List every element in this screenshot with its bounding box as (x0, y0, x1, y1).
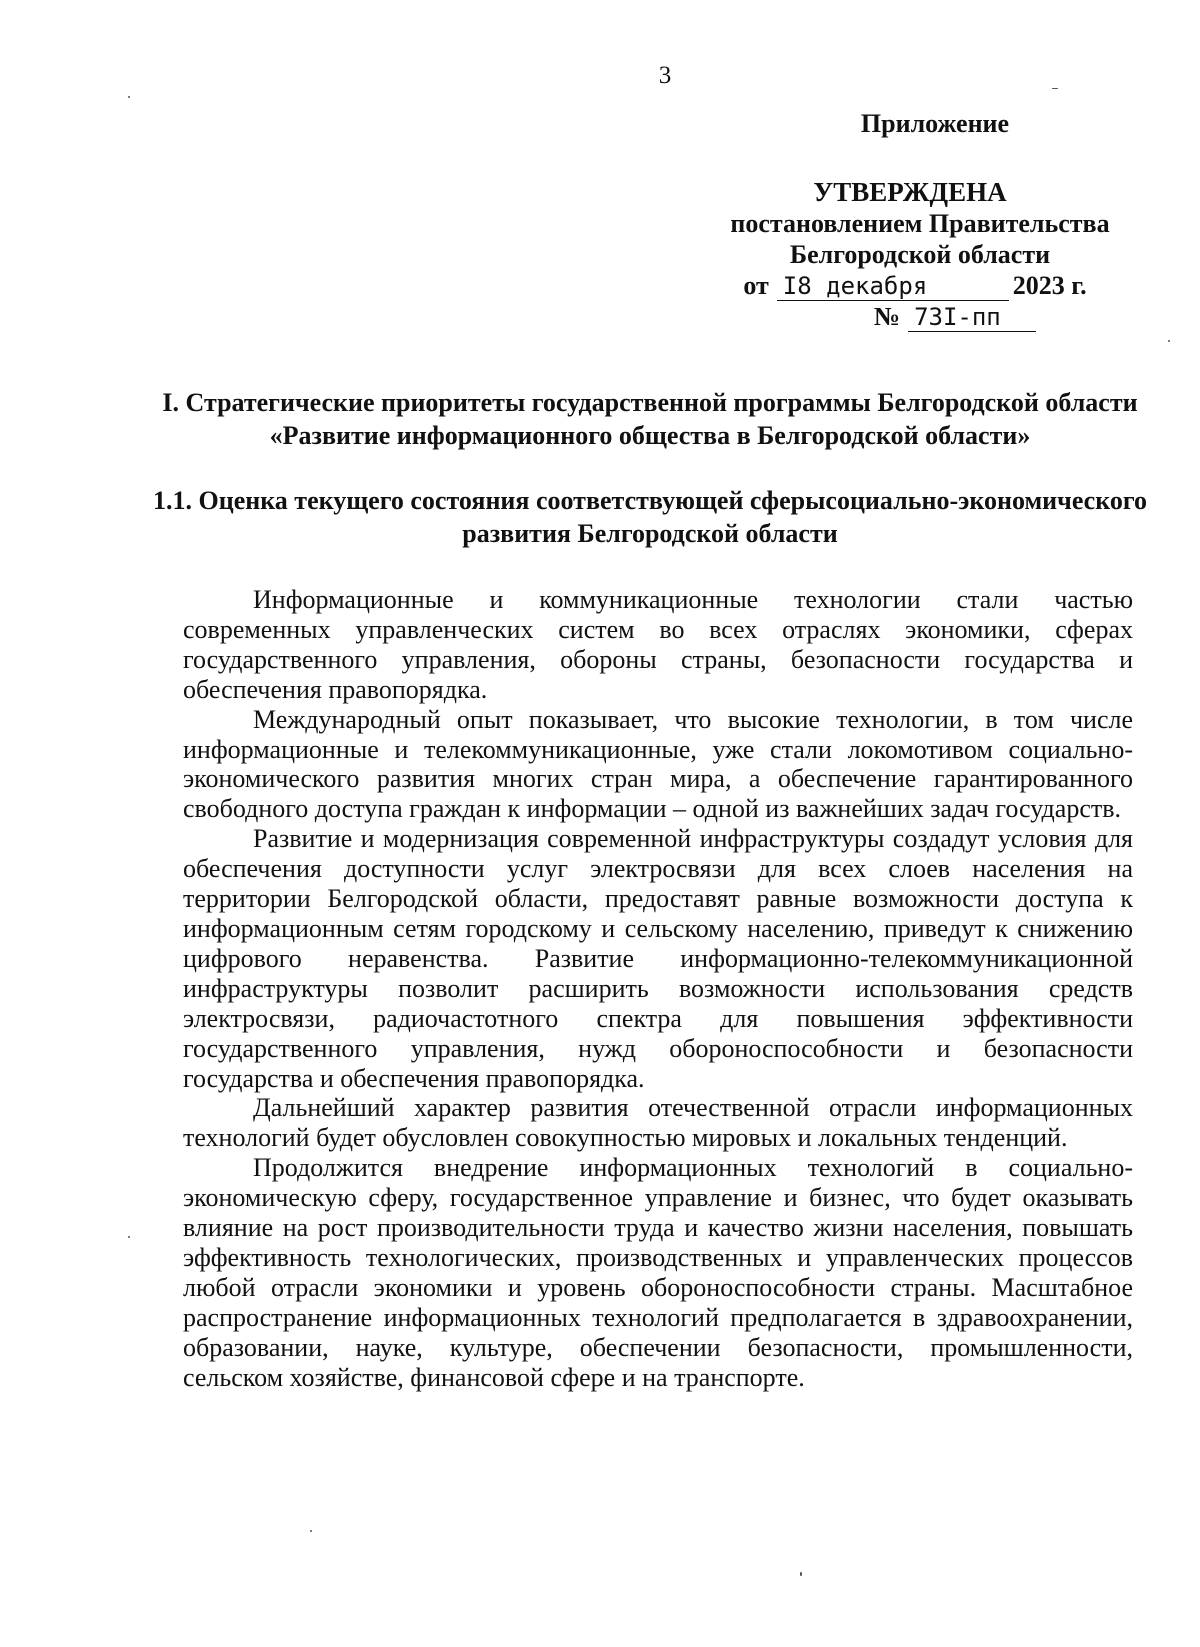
approval-date-line (680, 270, 1150, 301)
date-field: I8 декабря (777, 274, 1009, 301)
scan-speck (1168, 340, 1170, 342)
paragraph: Развитие и модернизация современной инфраструктуры создадут условия для обеспечения доступности услуг электросвязи для всех слоев населения на территории Белгородской области, предоставят равные возможности доступа к информационным сетям городскому и сельскому населению, приведут к снижению цифрового неравенства. Развитие информационно-телекоммуникационной инфраструктуры позволит расширить возможности использования средств электросвязи, радиочастотного спектра для повышения эффективности государственного управления, нужд обороноспособности и безопасности государства и обеспечения правопорядка. (183, 824, 1133, 1093)
scan-speck (310, 1530, 312, 1532)
approved-by-line: постановлением Правительства (730, 209, 1110, 238)
date-prefix: от (743, 271, 769, 300)
approval-number-line (760, 301, 1150, 332)
paragraph: Дальнейший характер развития отечественной отрасли информационных технологий будет обусловлен совокупностью мировых и локальных тенденций. (183, 1093, 1133, 1153)
date-year: 2023 г. (1012, 271, 1087, 300)
body-text (183, 585, 1133, 1392)
appendix-label: Приложение (860, 109, 1010, 138)
scan-speck (128, 96, 130, 98)
paragraph: Информационные и коммуникационные технологии стали частью современных управленческих систем во всех отраслях экономики, сферах государственного управления, обороны страны, безопасности государства и обеспечения правопорядка. (183, 585, 1133, 704)
subsection-title: 1.1. Оценка текущего состояния соответствующей сферысоциально-экономического развития Белгородской области (152, 486, 1148, 548)
scan-speck (800, 1572, 802, 1576)
approved-by-region: Белгородской области (789, 240, 1051, 269)
section-title: I. Стратегические приоритеты государственной программы Белгородской области «Развитие информационного общества в Белгородской области» (162, 388, 1138, 450)
scan-speck (128, 1236, 130, 1238)
approval-stamp-block (690, 108, 1150, 332)
approved-label: УТВЕРЖДЕНА (813, 177, 1007, 207)
page-number: 3 (658, 62, 672, 89)
paragraph: Международный опыт показывает, что высокие технологии, в том числе информационные и телекоммуникационные, уже стали локомотивом социально-экономического развития многих стран мира, а обеспечение гарантированного свободного доступа граждан к информации – одной из важнейших задач государств. (183, 704, 1133, 824)
scan-speck (1052, 88, 1058, 89)
number-field: 73I-пп (908, 305, 1036, 332)
paragraph: Продолжится внедрение информационных технологий в социально-экономическую сферу, государственное управление и бизнес, что будет оказывать влияние на рост производительности труда и качество жизни населения, повышать эффективность технологических, производственных и управленческих процессов любой отрасли экономики и уровень обороноспособности страны. Масштабное распространение информационных технологий предполагается в здравоохранении, образовании, науке, культуре, обеспечении безопасности, промышленности, сельском хозяйстве, финансовой сфере и на транспорте. (183, 1153, 1133, 1392)
number-prefix: № (873, 302, 901, 331)
